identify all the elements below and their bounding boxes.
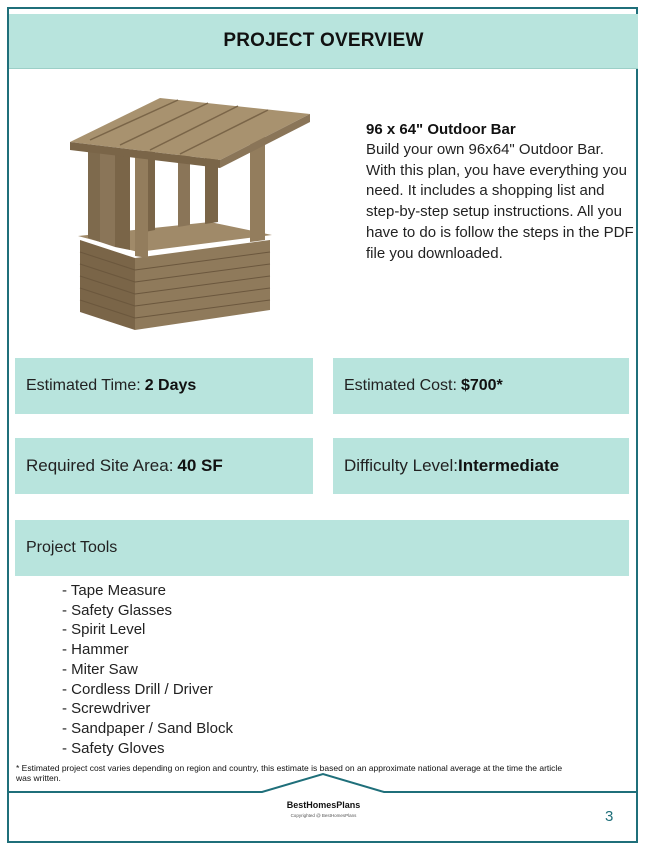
site-area-box <box>15 438 313 494</box>
estimated-cost-box <box>333 358 629 414</box>
estimated-time-label: Estimated Time: <box>26 377 141 394</box>
footer-divider <box>0 770 647 800</box>
list-item: - Sandpaper / Sand Block <box>62 719 233 737</box>
project-name: 96 x 64" Outdoor Bar <box>366 121 516 138</box>
difficulty-label: Difficulty Level: <box>344 456 459 475</box>
list-item: - Tape Measure <box>62 582 166 599</box>
cost-footnote: * Estimated project cost varies depending on region and country, this estimate is based on an approximate national average at the time the article was written. <box>16 763 563 783</box>
list-item: - Screwdriver <box>62 700 151 718</box>
estimated-time-box <box>15 358 313 414</box>
list-item: - Hammer <box>62 641 129 659</box>
brand-name: BestHomesPlans <box>286 800 361 810</box>
list-item: - Cordless Drill / Driver <box>62 680 213 698</box>
difficulty-box <box>333 438 629 494</box>
estimated-cost-value: $700* <box>460 377 503 394</box>
list-item: - Safety Gloves <box>62 739 165 757</box>
site-area-value: 40 SF <box>177 456 223 475</box>
header-divider <box>9 68 638 69</box>
estimated-cost-label: Estimated Cost: <box>344 377 457 394</box>
project-description: Build your own 96x64" Outdoor Bar. With this plan, you have everything you need. It includes a shopping list and step-by-step setup instructions. All you have to do is follow the steps in the PDF file you downloaded. <box>366 141 634 262</box>
tools-list <box>62 581 233 758</box>
page-number: 3 <box>605 808 614 825</box>
outdoor-bar-illustration <box>60 90 315 335</box>
list-item: - Safety Glasses <box>62 601 173 619</box>
header-band <box>9 14 638 68</box>
list-item: - Spirit Level <box>62 621 146 639</box>
project-description-block <box>366 120 636 264</box>
project-tools-box <box>15 520 629 576</box>
page-title: PROJECT OVERVIEW <box>223 30 424 51</box>
site-area-label: Required Site Area: <box>26 456 174 475</box>
estimated-time-value: 2 Days <box>144 377 197 394</box>
copyright-notice: Copyrighted @ BestHomesPlans <box>290 813 357 818</box>
list-item: - Miter Saw <box>62 660 138 678</box>
project-tools-heading: Project Tools <box>26 539 118 556</box>
difficulty-value: Intermediate <box>458 456 560 475</box>
